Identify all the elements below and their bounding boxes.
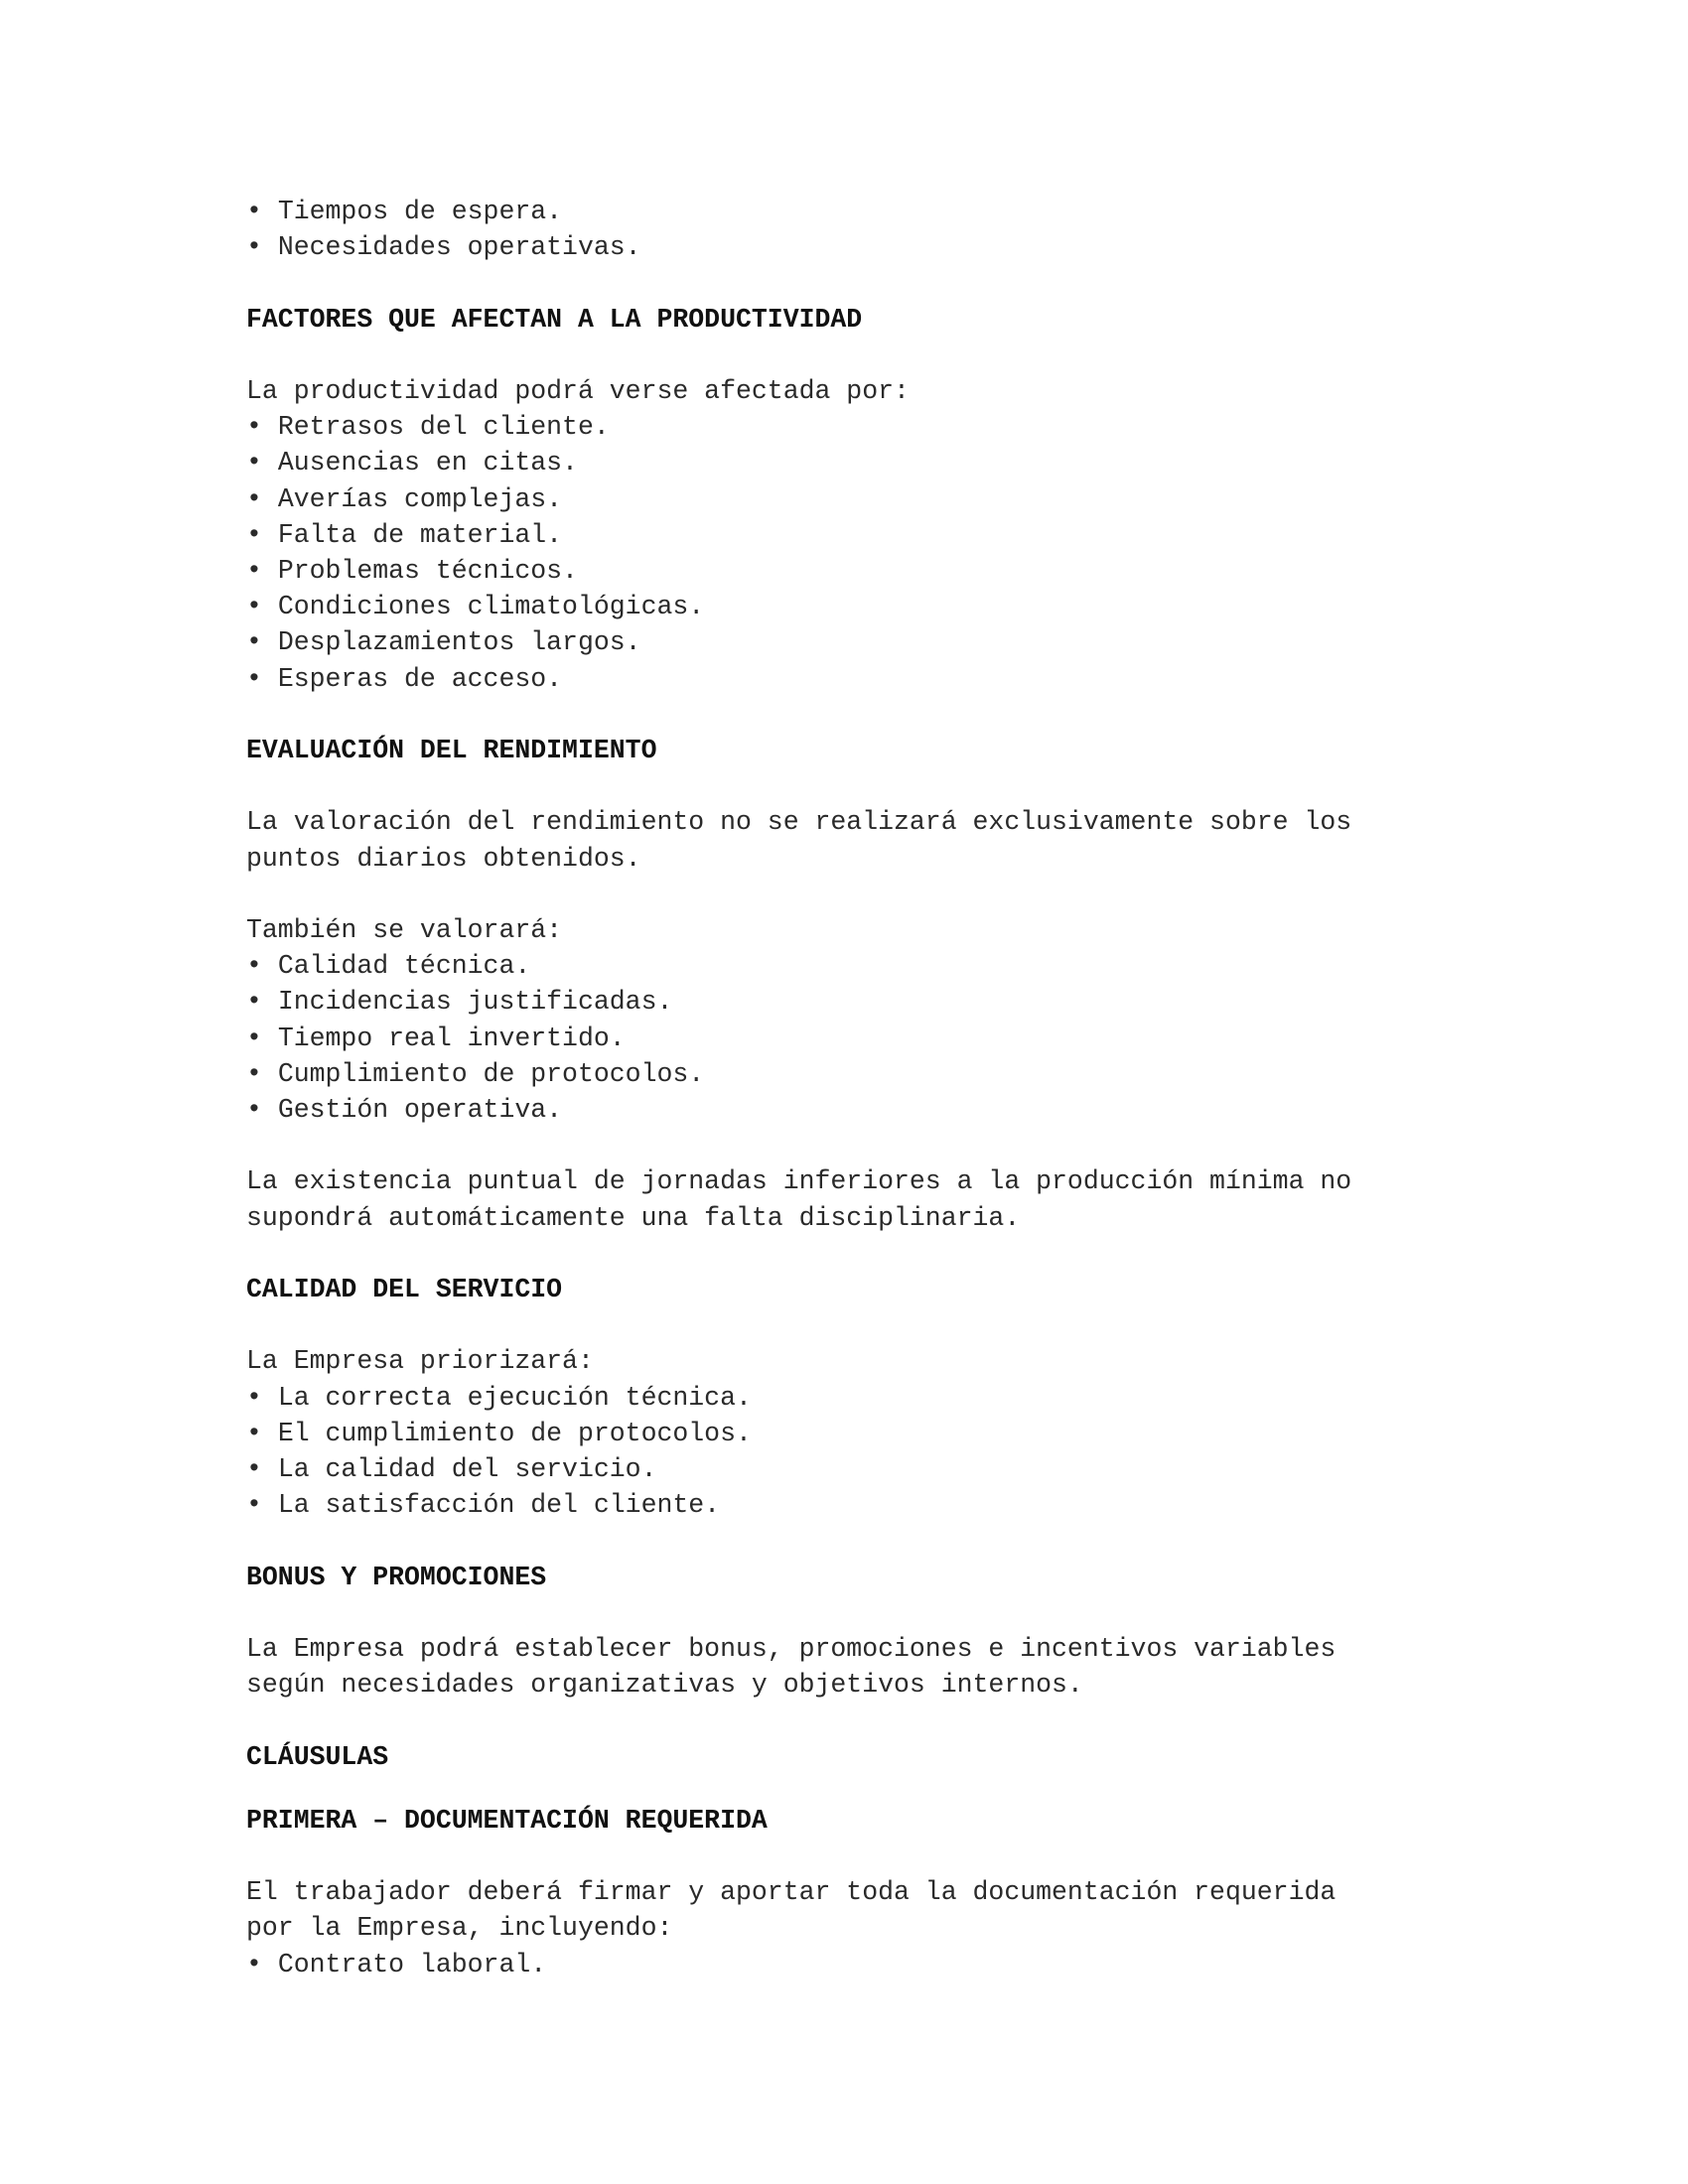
- bullet-icon: •: [246, 1058, 262, 1089]
- section-heading-productividad: FACTORES QUE AFECTAN A LA PRODUCTIVIDAD: [246, 304, 863, 335]
- list-item: [246, 1056, 1487, 1092]
- list-item: [246, 1487, 1487, 1523]
- section-heading-clausulas: CLÁUSULAS: [246, 1741, 389, 1772]
- bullet-icon: •: [246, 592, 262, 622]
- section-heading-bonus: BONUS Y PROMOCIONES: [246, 1562, 547, 1592]
- list-item-text: La satisfacción del cliente.: [277, 1490, 721, 1521]
- list-item-text: Problemas técnicos.: [277, 556, 578, 586]
- list-item-text: Incidencias justificadas.: [277, 987, 673, 1018]
- list-item: [246, 984, 1487, 1020]
- bullet-icon: •: [246, 232, 262, 263]
- list-item-text: Averías complejas.: [277, 483, 563, 514]
- bullet-icon: •: [246, 448, 262, 478]
- paragraph-line: supondrá automáticamente una falta disciplinaria.: [246, 1202, 1021, 1233]
- list-item: [246, 481, 1487, 517]
- bullet-icon: •: [246, 1490, 262, 1521]
- list-item-text: Contrato laboral.: [277, 1949, 547, 1979]
- list-item: [246, 517, 1487, 553]
- paragraph-line: puntos diarios obtenidos.: [246, 843, 641, 874]
- bullet-icon: •: [246, 951, 262, 982]
- list-item: [246, 445, 1487, 480]
- list-item-text: Cumplimiento de protocolos.: [277, 1058, 705, 1089]
- list-item-text: Desplazamientos largos.: [277, 627, 641, 658]
- list-item: [246, 624, 1487, 660]
- list-item-text: Calidad técnica.: [277, 951, 531, 982]
- bullet-icon: •: [246, 483, 262, 514]
- list-item-text: Falta de material.: [277, 519, 563, 550]
- list-item-text: Esperas de acceso.: [277, 663, 563, 694]
- list-item-text: Necesidades operativas.: [277, 232, 641, 263]
- paragraph-line: La existencia puntual de jornadas inferiores a la producción mínima no: [246, 1166, 1352, 1197]
- list-item-text: La correcta ejecución técnica.: [277, 1382, 752, 1413]
- bullet-icon: •: [246, 197, 262, 226]
- paragraph-line: La productividad podrá verse afectada por:: [246, 375, 910, 406]
- list-item-text: El cumplimiento de protocolos.: [277, 1418, 752, 1448]
- bullet-icon: •: [246, 1023, 262, 1053]
- list-item-text: Tiempo real invertido.: [277, 1023, 626, 1053]
- list-item: [246, 1416, 1487, 1451]
- list-item-text: Tiempos de espera.: [277, 197, 563, 226]
- paragraph-line: La Empresa podrá establecer bonus, promociones e incentivos variables: [246, 1633, 1336, 1664]
- bullet-icon: •: [246, 519, 262, 550]
- section-heading-evaluacion: EVALUACIÓN DEL RENDIMIENTO: [246, 736, 657, 765]
- list-item: [246, 948, 1487, 984]
- list-item: [246, 553, 1487, 589]
- bullet-icon: •: [246, 1095, 262, 1125]
- bullet-icon: •: [246, 1453, 262, 1484]
- list-item: [246, 229, 1487, 265]
- list-item: [246, 1451, 1487, 1487]
- list-item-text: Condiciones climatológicas.: [277, 592, 705, 622]
- paragraph-line: La valoración del rendimiento no se realizará exclusivamente sobre los: [246, 807, 1352, 838]
- list-item: [246, 661, 1487, 697]
- document-page: [246, 194, 1487, 1982]
- bullet-icon: •: [246, 1949, 262, 1979]
- list-item-text: Retrasos del cliente.: [277, 412, 610, 443]
- list-item: [246, 409, 1487, 445]
- paragraph-line: La Empresa priorizará:: [246, 1346, 594, 1377]
- section-heading-calidad: CALIDAD DEL SERVICIO: [246, 1274, 563, 1304]
- bullet-icon: •: [246, 1382, 262, 1413]
- list-item: [246, 1021, 1487, 1056]
- bullet-icon: •: [246, 412, 262, 443]
- section-heading-primera: PRIMERA – DOCUMENTACIÓN REQUERIDA: [246, 1805, 768, 1836]
- paragraph-line: También se valorará:: [246, 914, 563, 945]
- list-item: [246, 1380, 1487, 1416]
- list-item: [246, 589, 1487, 624]
- bullet-icon: •: [246, 627, 262, 658]
- list-item: [246, 194, 1487, 229]
- paragraph-line: El trabajador deberá firmar y aportar toda la documentación requerida: [246, 1877, 1336, 1908]
- bullet-icon: •: [246, 556, 262, 586]
- list-item: [246, 1947, 1487, 1982]
- list-item: [246, 1092, 1487, 1128]
- paragraph-line: por la Empresa, incluyendo:: [246, 1913, 673, 1944]
- list-item-text: La calidad del servicio.: [277, 1453, 657, 1484]
- bullet-icon: •: [246, 1418, 262, 1448]
- list-item-text: Ausencias en citas.: [277, 448, 578, 478]
- bullet-icon: •: [246, 663, 262, 694]
- paragraph-line: según necesidades organizativas y objetivos internos.: [246, 1670, 1083, 1701]
- bullet-icon: •: [246, 987, 262, 1018]
- list-item-text: Gestión operativa.: [277, 1095, 563, 1125]
